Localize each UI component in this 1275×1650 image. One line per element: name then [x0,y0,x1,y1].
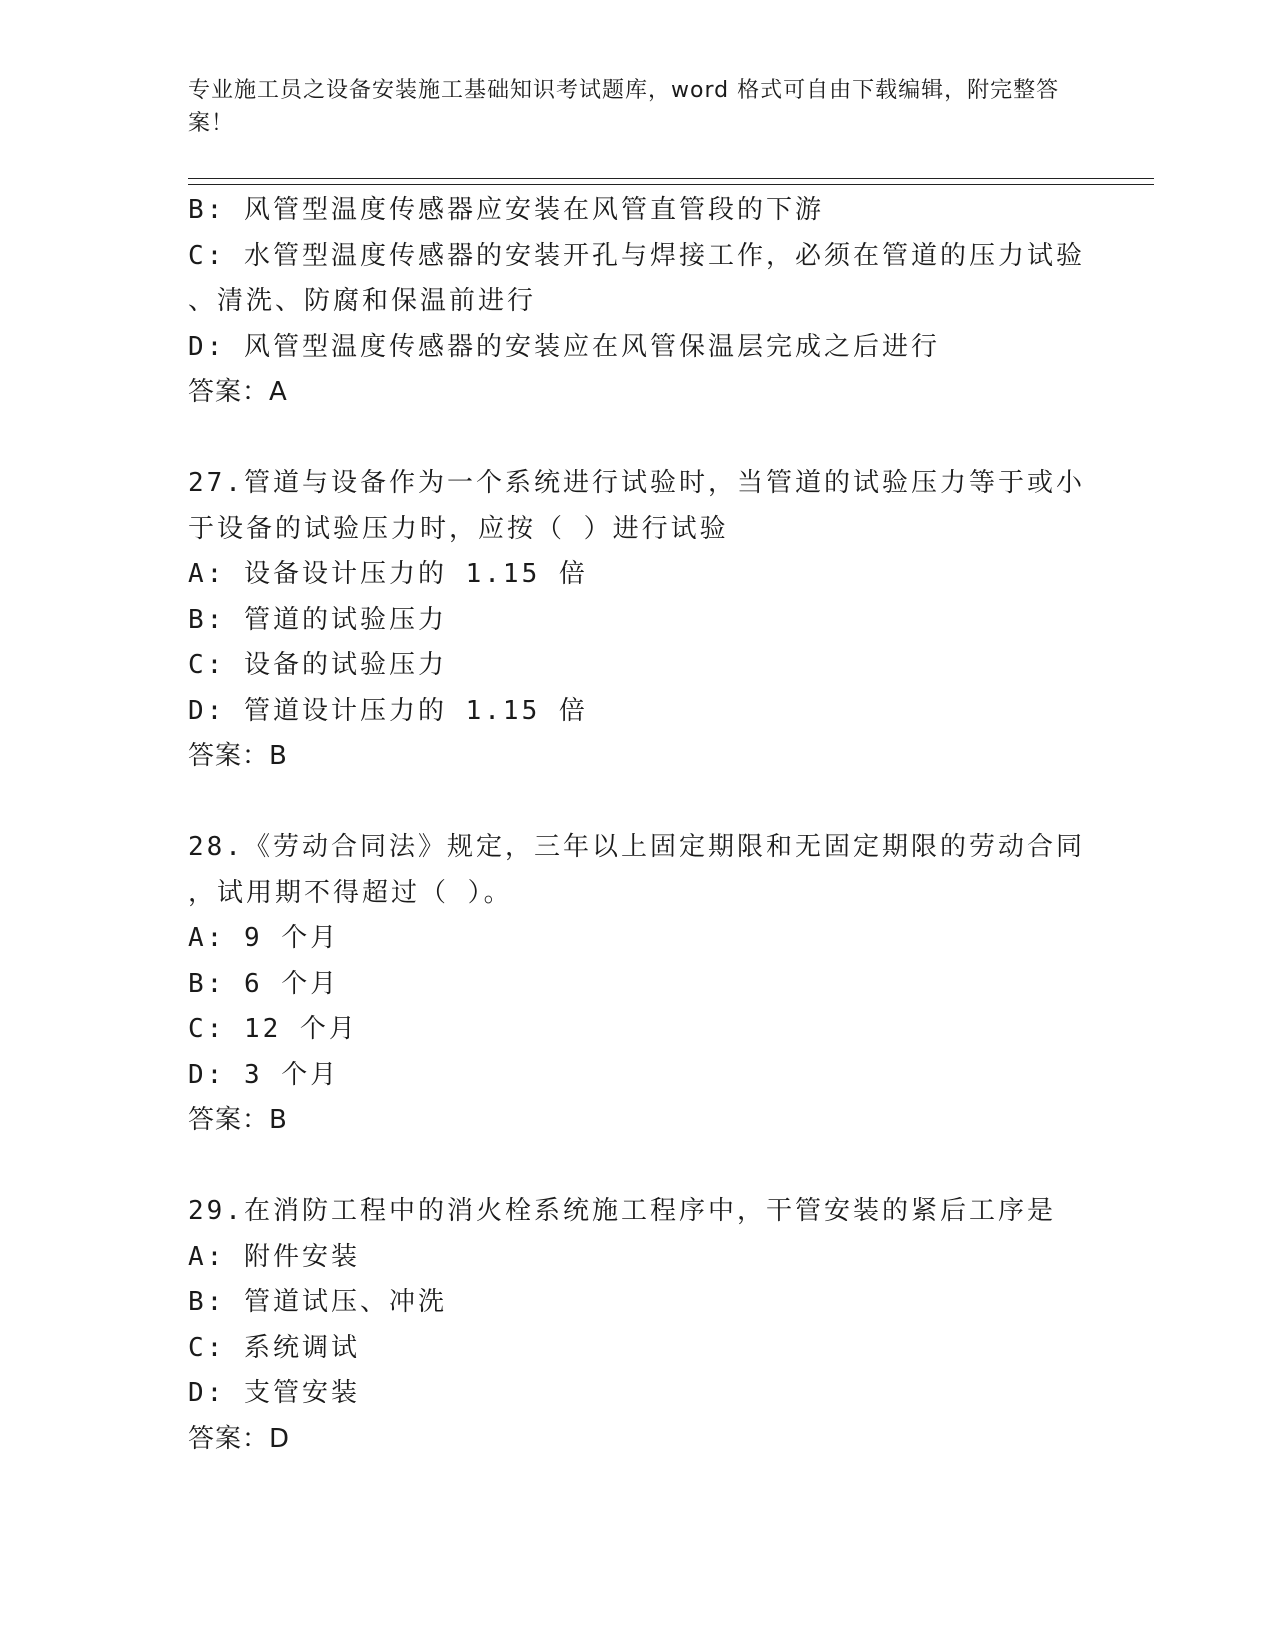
question-26-continued [188,188,1088,416]
answer-line: 答案：A [188,377,288,407]
question-stem: 29.在消防工程中的消火栓系统施工程序中，干管安装的紧后工序是 [188,1196,1056,1226]
question-list [188,188,1088,1462]
document-header: 专业施工员之设备安装施工基础知识考试题库，word 格式可自由下载编辑，附完整答案！ [188,78,1060,136]
question-stem: 27.管道与设备作为一个系统进行试验时，当管道的试验压力等于或小 [188,468,1085,498]
option-d: D: 3 个月 [188,1059,340,1090]
option-b: B: 风管型温度传感器应安装在风管直管段的下游 [188,195,824,225]
option-c: C: 系统调试 [188,1332,360,1363]
spacer [188,780,1088,826]
option-a: A: 9 个月 [188,923,340,953]
option-b: B: 6 个月 [188,968,340,999]
option-d: D: 风管型温度传感器的安装应在风管保温层完成之后进行 [188,331,940,362]
spacer [188,1144,1088,1190]
spacer [188,416,1088,462]
option-b: B: 管道的试验压力 [188,604,447,635]
option-c: C: 12 个月 [188,1014,358,1044]
question-29 [188,1189,1088,1462]
question-28 [188,825,1088,1144]
option-b: B: 管道试压、冲洗 [188,1287,447,1317]
option-c-continued: 、清洗、防腐和保温前进行 [188,286,537,316]
question-27 [188,461,1088,780]
option-d: D: 支管安装 [188,1378,360,1408]
question-stem-continued: 于设备的试验压力时，应按（ ）进行试验 [188,513,729,544]
option-d: D: 管道设计压力的 1.15 倍 [188,695,588,726]
answer-line: 答案：B [188,1105,288,1135]
question-stem: 28.《劳动合同法》规定，三年以上固定期限和无固定期限的劳动合同 [188,832,1085,862]
answer-line: 答案：B [188,741,288,771]
option-a: A: 设备设计压力的 1.15 倍 [188,559,588,589]
option-c: C: 设备的试验压力 [188,650,447,680]
option-c: C: 水管型温度传感器的安装开孔与焊接工作，必须在管道的压力试验 [188,240,1085,271]
answer-line: 答案：D [188,1423,291,1454]
question-stem-continued: ，试用期不得超过（ ）。 [188,877,513,908]
option-a: A: 附件安装 [188,1241,360,1272]
header-divider [188,178,1154,185]
